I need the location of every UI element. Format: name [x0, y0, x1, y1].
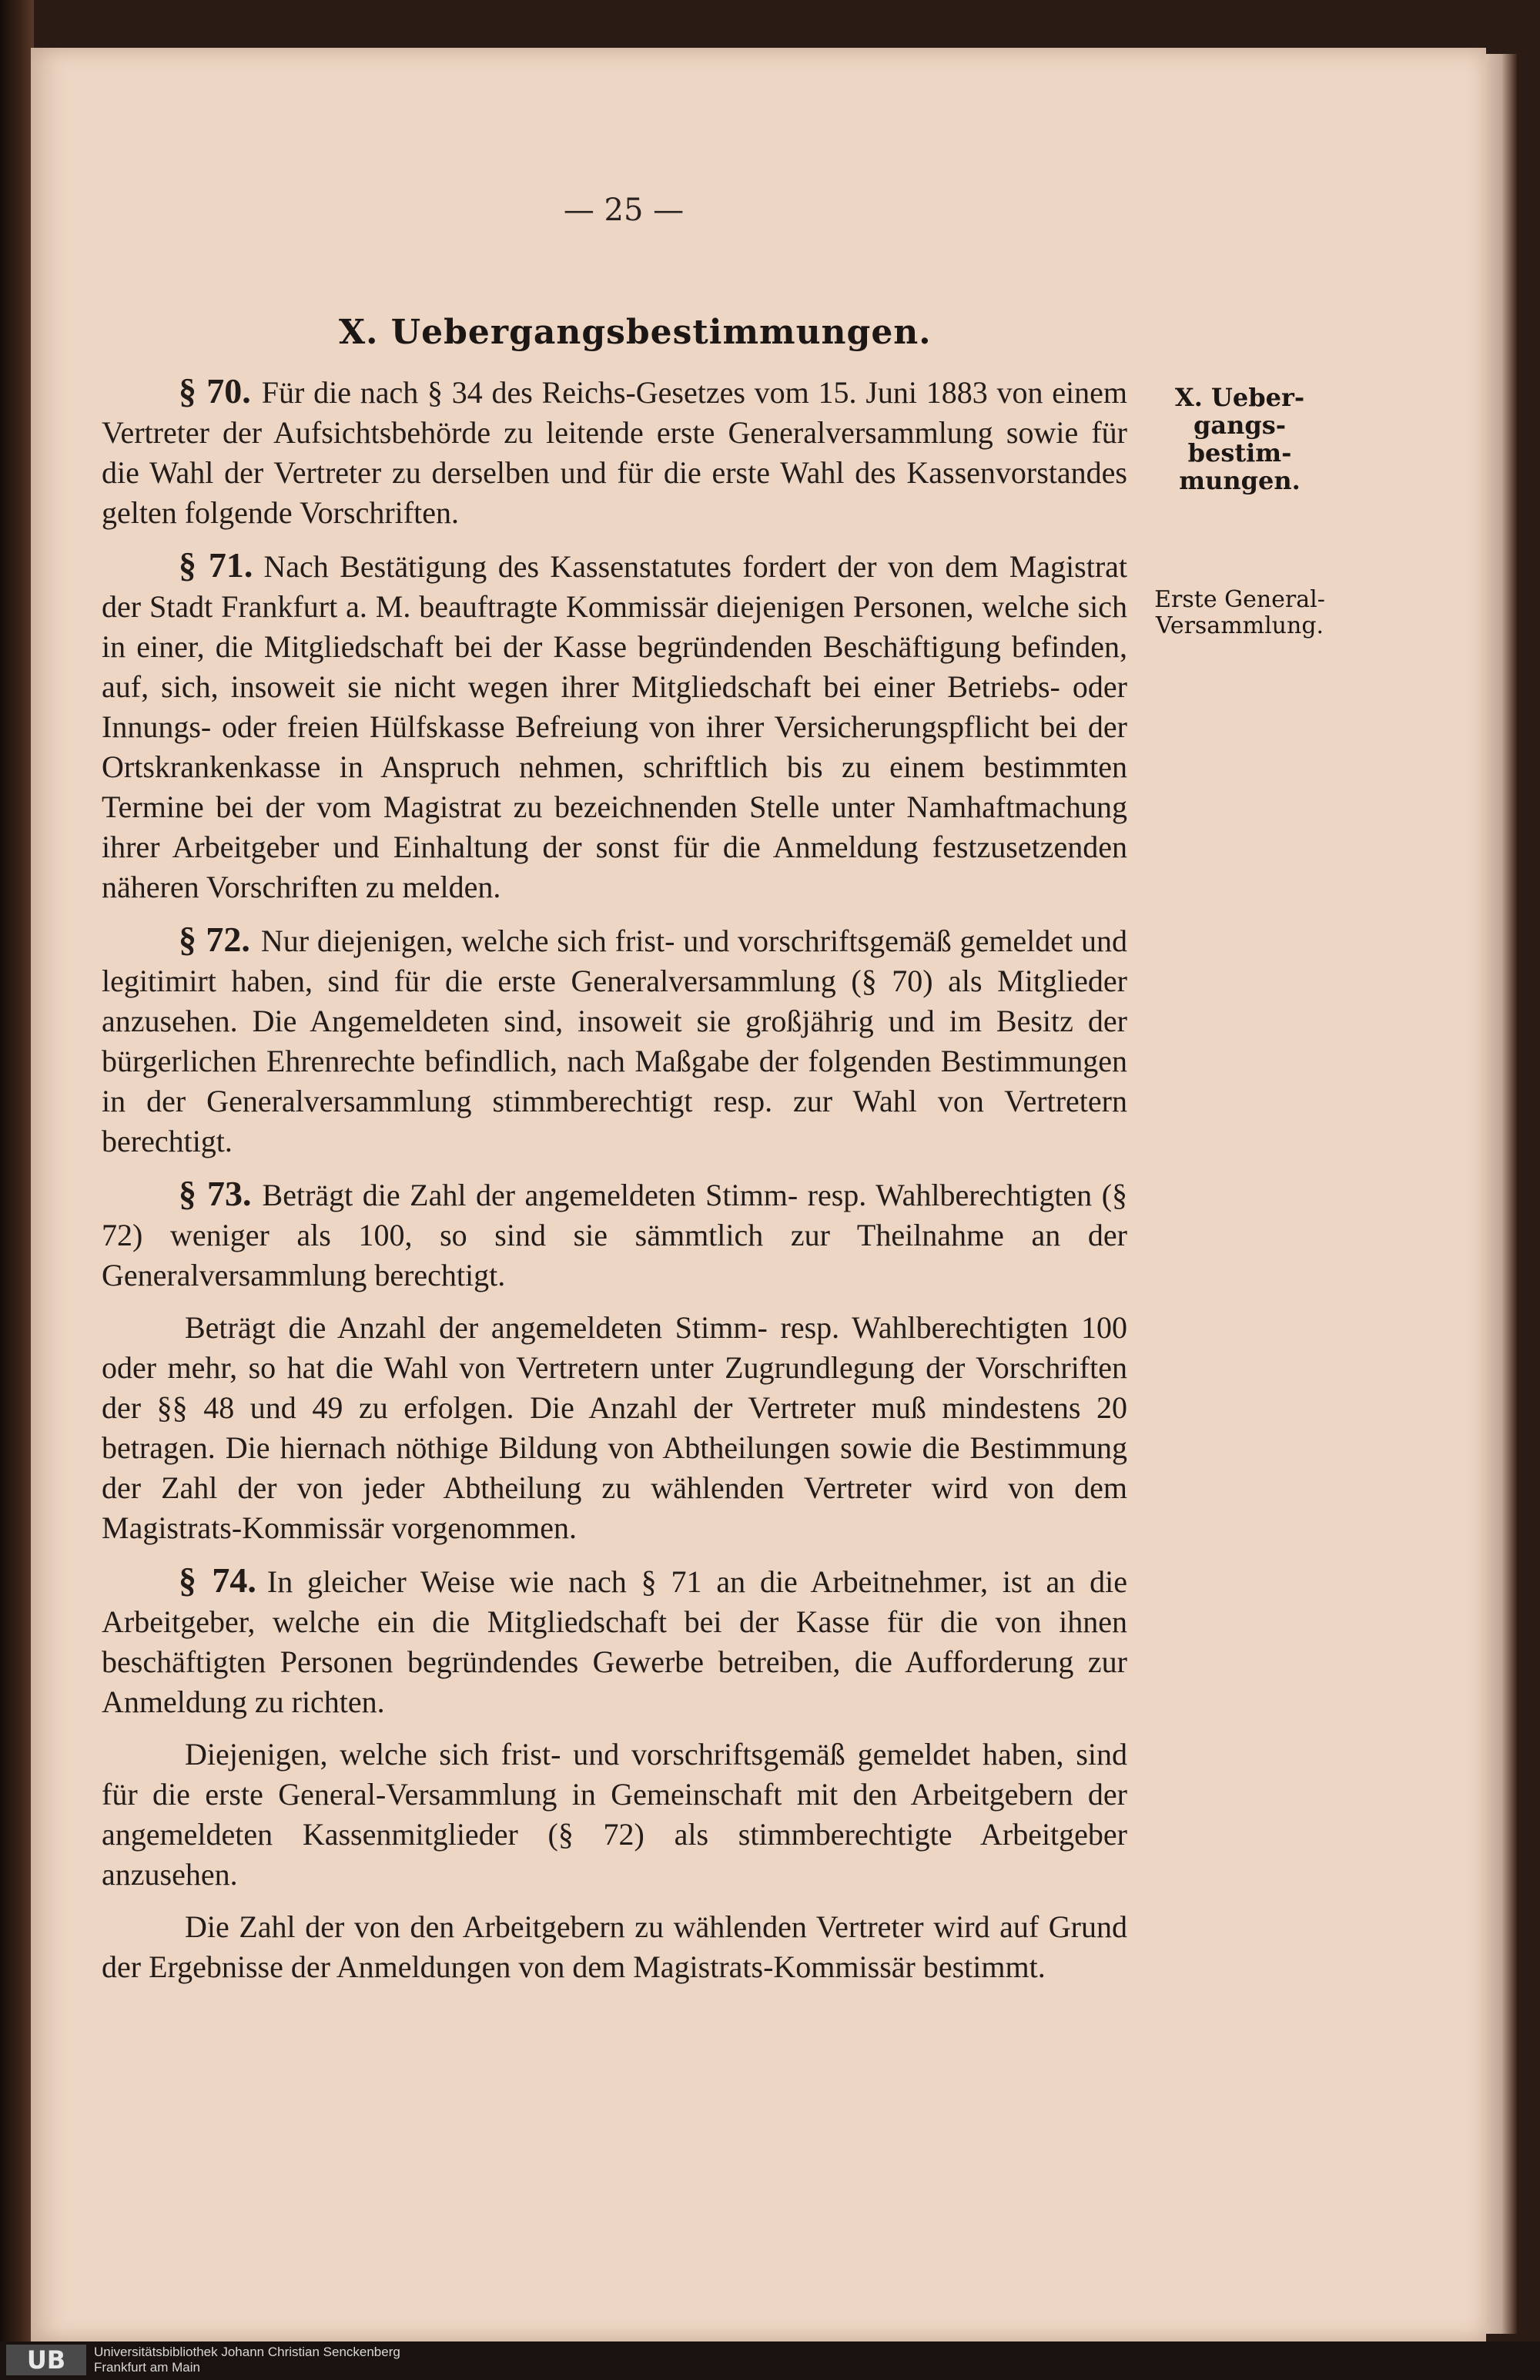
page-number: — 25 — — [563, 193, 685, 228]
ub-logo: UB — [6, 2345, 86, 2375]
section-heading: X. Uebergangsbestimmungen. — [339, 313, 932, 352]
paragraph-text: Nur diejenigen, welche sich frist- und vorschriftsgemäß gemeldet und legitimirt haben, sind für die erste Generalversammlung (§ 70) als Mitglieder anzusehen. Die Angemeldeten sind, insoweit sie großjährig und im Besitz der bürgerlichen Ehrenrechte befindlich, nach Maßgabe der folgenden Bestimmungen in der Generalversammlung stimmberechtigt resp. zur Wahl von Vertretern berechtigt. — [102, 924, 1127, 1158]
body-text — [102, 371, 1127, 2000]
paragraph-text: Diejenigen, welche sich frist- und vorschriftsgemäß gemeldet haben, sind für die erste General-Versammlung in Gemeinschaft mit den Arbeitgebern der angemeldeten Kassenmitglieder (§ 72) als stimmberechtigte Arbeitgeber anzusehen. — [102, 1737, 1127, 1892]
document-page — [31, 48, 1486, 2341]
paragraph-70 — [102, 371, 1127, 533]
paragraph-text: Nach Bestätigung des Kassenstatutes fordert der von dem Magistrat der Stadt Frankfurt a. M. beauftragte Kommissär diejenigen Personen, welche sich in einer, die Mitgliedschaft bei der Kasse begründenden Beschäftigung befinden, auf, sich, insoweit sie nicht wegen ihrer Mitgliedschaft bei einer Betriebs- oder Innungs- oder freien Hülfskasse Befreiung von ihrer Versicherungspflicht bei der Ortskrankenkasse in Anspruch nehmen, schriftlich bis zu einem bestimmten Termine bei der vom Magistrat zu bezeichnenden Stelle unter Namhaftmachung ihrer Arbeitgeber und Einhaltung der sonst für die Anmeldung festzusetzenden näheren Vorschriften zu melden. — [102, 549, 1128, 904]
paragraph-73-cont — [102, 1308, 1127, 1548]
book-spine — [0, 0, 34, 2380]
page-edge — [1486, 54, 1517, 2334]
paragraph-text: Beträgt die Anzahl der angemeldeten Stimm- resp. Wahlberechtigten 100 oder mehr, so hat die Wahl von Vertretern unter Zugrundlegung der Vorschriften der §§ 48 und 49 zu erfolgen. Die Anzahl der Vertreter muß mindestens 20 betragen. Die hiernach nöthige Bildung von Abtheilungen sowie die Bestimmung der Zahl der von jeder Abtheilung zu wählenden Vertreter wird von dem Magistrats-Kommissär vorgenommen. — [102, 1310, 1127, 1545]
margin-note-transition: X. Ueber-gangs-bestim-mungen. — [1174, 383, 1305, 495]
section-number: § 73. — [179, 1174, 252, 1213]
section-number: § 72. — [179, 920, 250, 959]
margin-note-general-assembly: Erste General-Versammlung. — [1154, 586, 1325, 639]
paragraph-71 — [102, 545, 1127, 907]
section-number: § 70. — [179, 371, 251, 411]
section-number: § 71. — [179, 545, 253, 585]
paragraph-74 — [102, 1560, 1127, 1722]
paragraph-text: In gleicher Weise wie nach § 71 an die Arbeitnehmer, ist an die Arbeitgeber, welche ein die Mitgliedschaft bei der Kasse für die von ihnen beschäftigten Personen begründendes Gewerbe betreiben, die Aufforderung zur Anmeldung zu richten. — [102, 1564, 1128, 1719]
footer-bar — [0, 2341, 1540, 2380]
paragraph-text: Beträgt die Zahl der angemeldeten Stimm- resp. Wahlberechtigten (§ 72) weniger als 100, so sind sie sämmtlich zur Theilnahme an der Generalversammlung berechtigt. — [102, 1178, 1128, 1292]
paragraph-74-cont-2 — [102, 1907, 1127, 1987]
paragraph-74-cont-1 — [102, 1735, 1127, 1895]
paragraph-72 — [102, 920, 1127, 1162]
paragraph-73 — [102, 1174, 1127, 1296]
library-name: Universitätsbibliothek Johann Christian Senckenberg Frankfurt am Main — [94, 2345, 400, 2375]
paragraph-text: Für die nach § 34 des Reichs-Gesetzes vom 15. Juni 1883 von einem Vertreter der Aufsichtsbehörde zu leitende erste Generalversammlung sowie für die Wahl der Vertreter zu derselben und für die erste Wahl des Kassenvorstandes gelten folgende Vorschriften. — [102, 375, 1128, 530]
section-number: § 74. — [179, 1560, 256, 1600]
paragraph-text: Die Zahl der von den Arbeitgebern zu wählenden Vertreter wird auf Grund der Ergebnisse der Anmeldungen von dem Magistrats-Kommissär bestimmt. — [102, 1909, 1127, 1984]
